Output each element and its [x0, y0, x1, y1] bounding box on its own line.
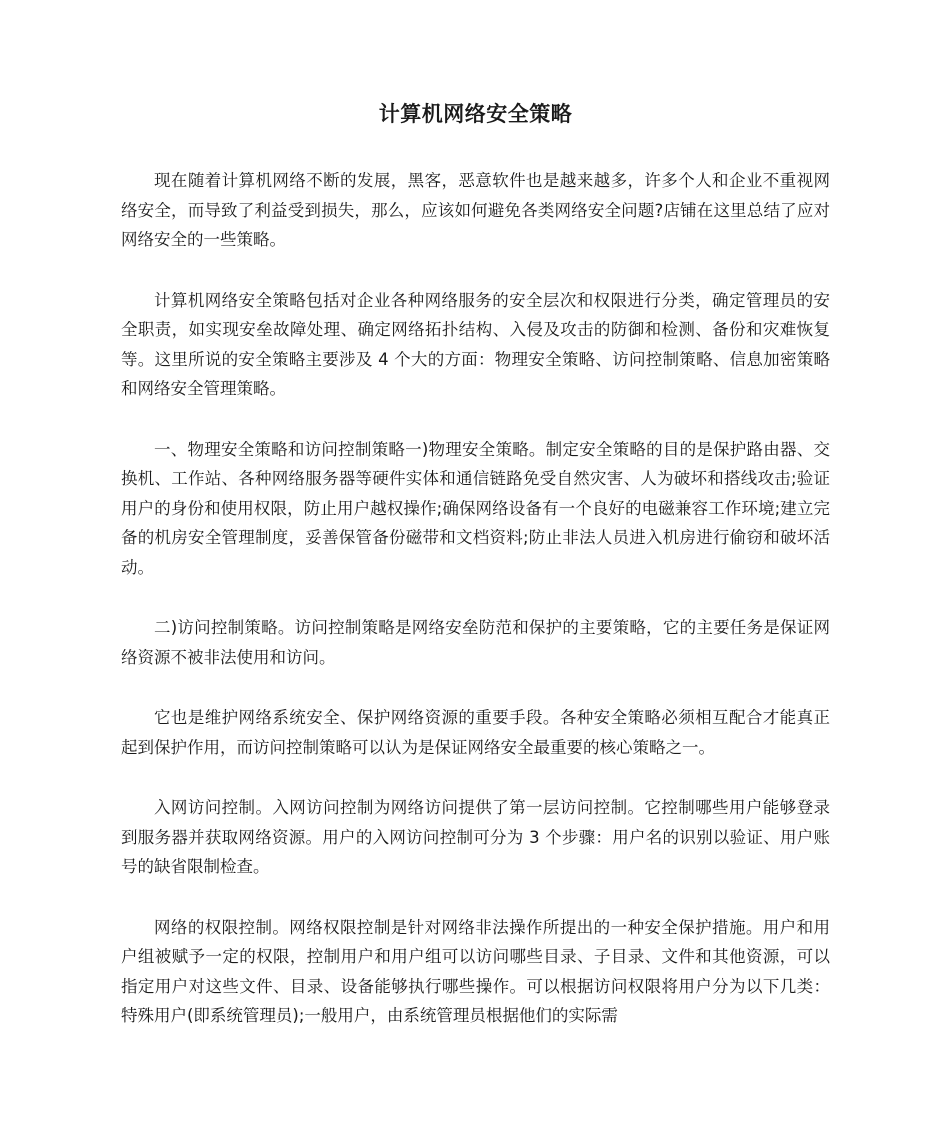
paragraph-network-entry-control: 入网访问控制。入网访问控制为网络访问提供了第一层访问控制。它控制哪些用户能够登录到服务器并获取网络资源。用户的入网访问控制可分为 3 个步骤：用户名的识别以验证、用户账号的缺省限制检查。 [121, 798, 830, 876]
document-title: 计算机网络安全策略 [378, 102, 573, 126]
paragraph-access-control-importance: 它也是维护网络系统安全、保护网络资源的重要手段。各种安全策略必须相互配合才能真正起到保护作用，而访问控制策略可以认为是保证网络安全最重要的核心策略之一。 [121, 708, 830, 757]
paragraph-intro: 现在随着计算机网络不断的发展，黑客，恶意软件也是越来越多，许多个人和企业不重视网络安全，而导致了利益受到损失，那么，应该如何避免各类网络安全问题?店铺在这里总结了应对网络安全的一些策略。 [121, 171, 830, 249]
paragraph-permission-control: 网络的权限控制。网络权限控制是针对网络非法操作所提出的一种安全保护措施。用户和用户组被赋予一定的权限，控制用户和用户组可以访问哪些目录、子目录、文件和其他资源，可以指定用户对这些文件、目录、设备能够执行哪些操作。可以根据访问权限将用户分为以下几类：特殊用户(即系统管理员);一般用户，由系统管理员根据他们的实际需 [121, 917, 830, 1025]
paragraph-access-control: 二)访问控制策略。访问控制策略是网络安垒防范和保护的主要策略，它的主要任务是保证网络资源不被非法使用和访问。 [121, 618, 830, 667]
paragraph-policy-overview: 计算机网络安全策略包括对企业各种网络服务的安全层次和权限进行分类，确定管理员的安全职责，如实现安垒故障处理、确定网络拓扑结构、入侵及攻击的防御和检测、备份和灾难恢复等。这里所说的安全策略主要涉及 4 个大的方面：物理安全策略、访问控制策略、信息加密策略和网络安全管理策略。 [121, 290, 830, 398]
paragraph-physical-security: 一、物理安全策略和访问控制策略一)物理安全策略。制定安全策略的目的是保护路由器、交换机、工作站、各种网络服务器等硬件实体和通信链路免受自然灾害、人为破坏和搭线攻击;验证用户的身份和使用权限，防止用户越权操作;确保网络设备有一个良好的电磁兼容工作环境;建立完备的机房安全管理制度，妥善保管备份磁带和文档资料;防止非法人员进入机房进行偷窃和破坏活动。 [121, 439, 830, 577]
document-page [121, 96, 830, 1062]
